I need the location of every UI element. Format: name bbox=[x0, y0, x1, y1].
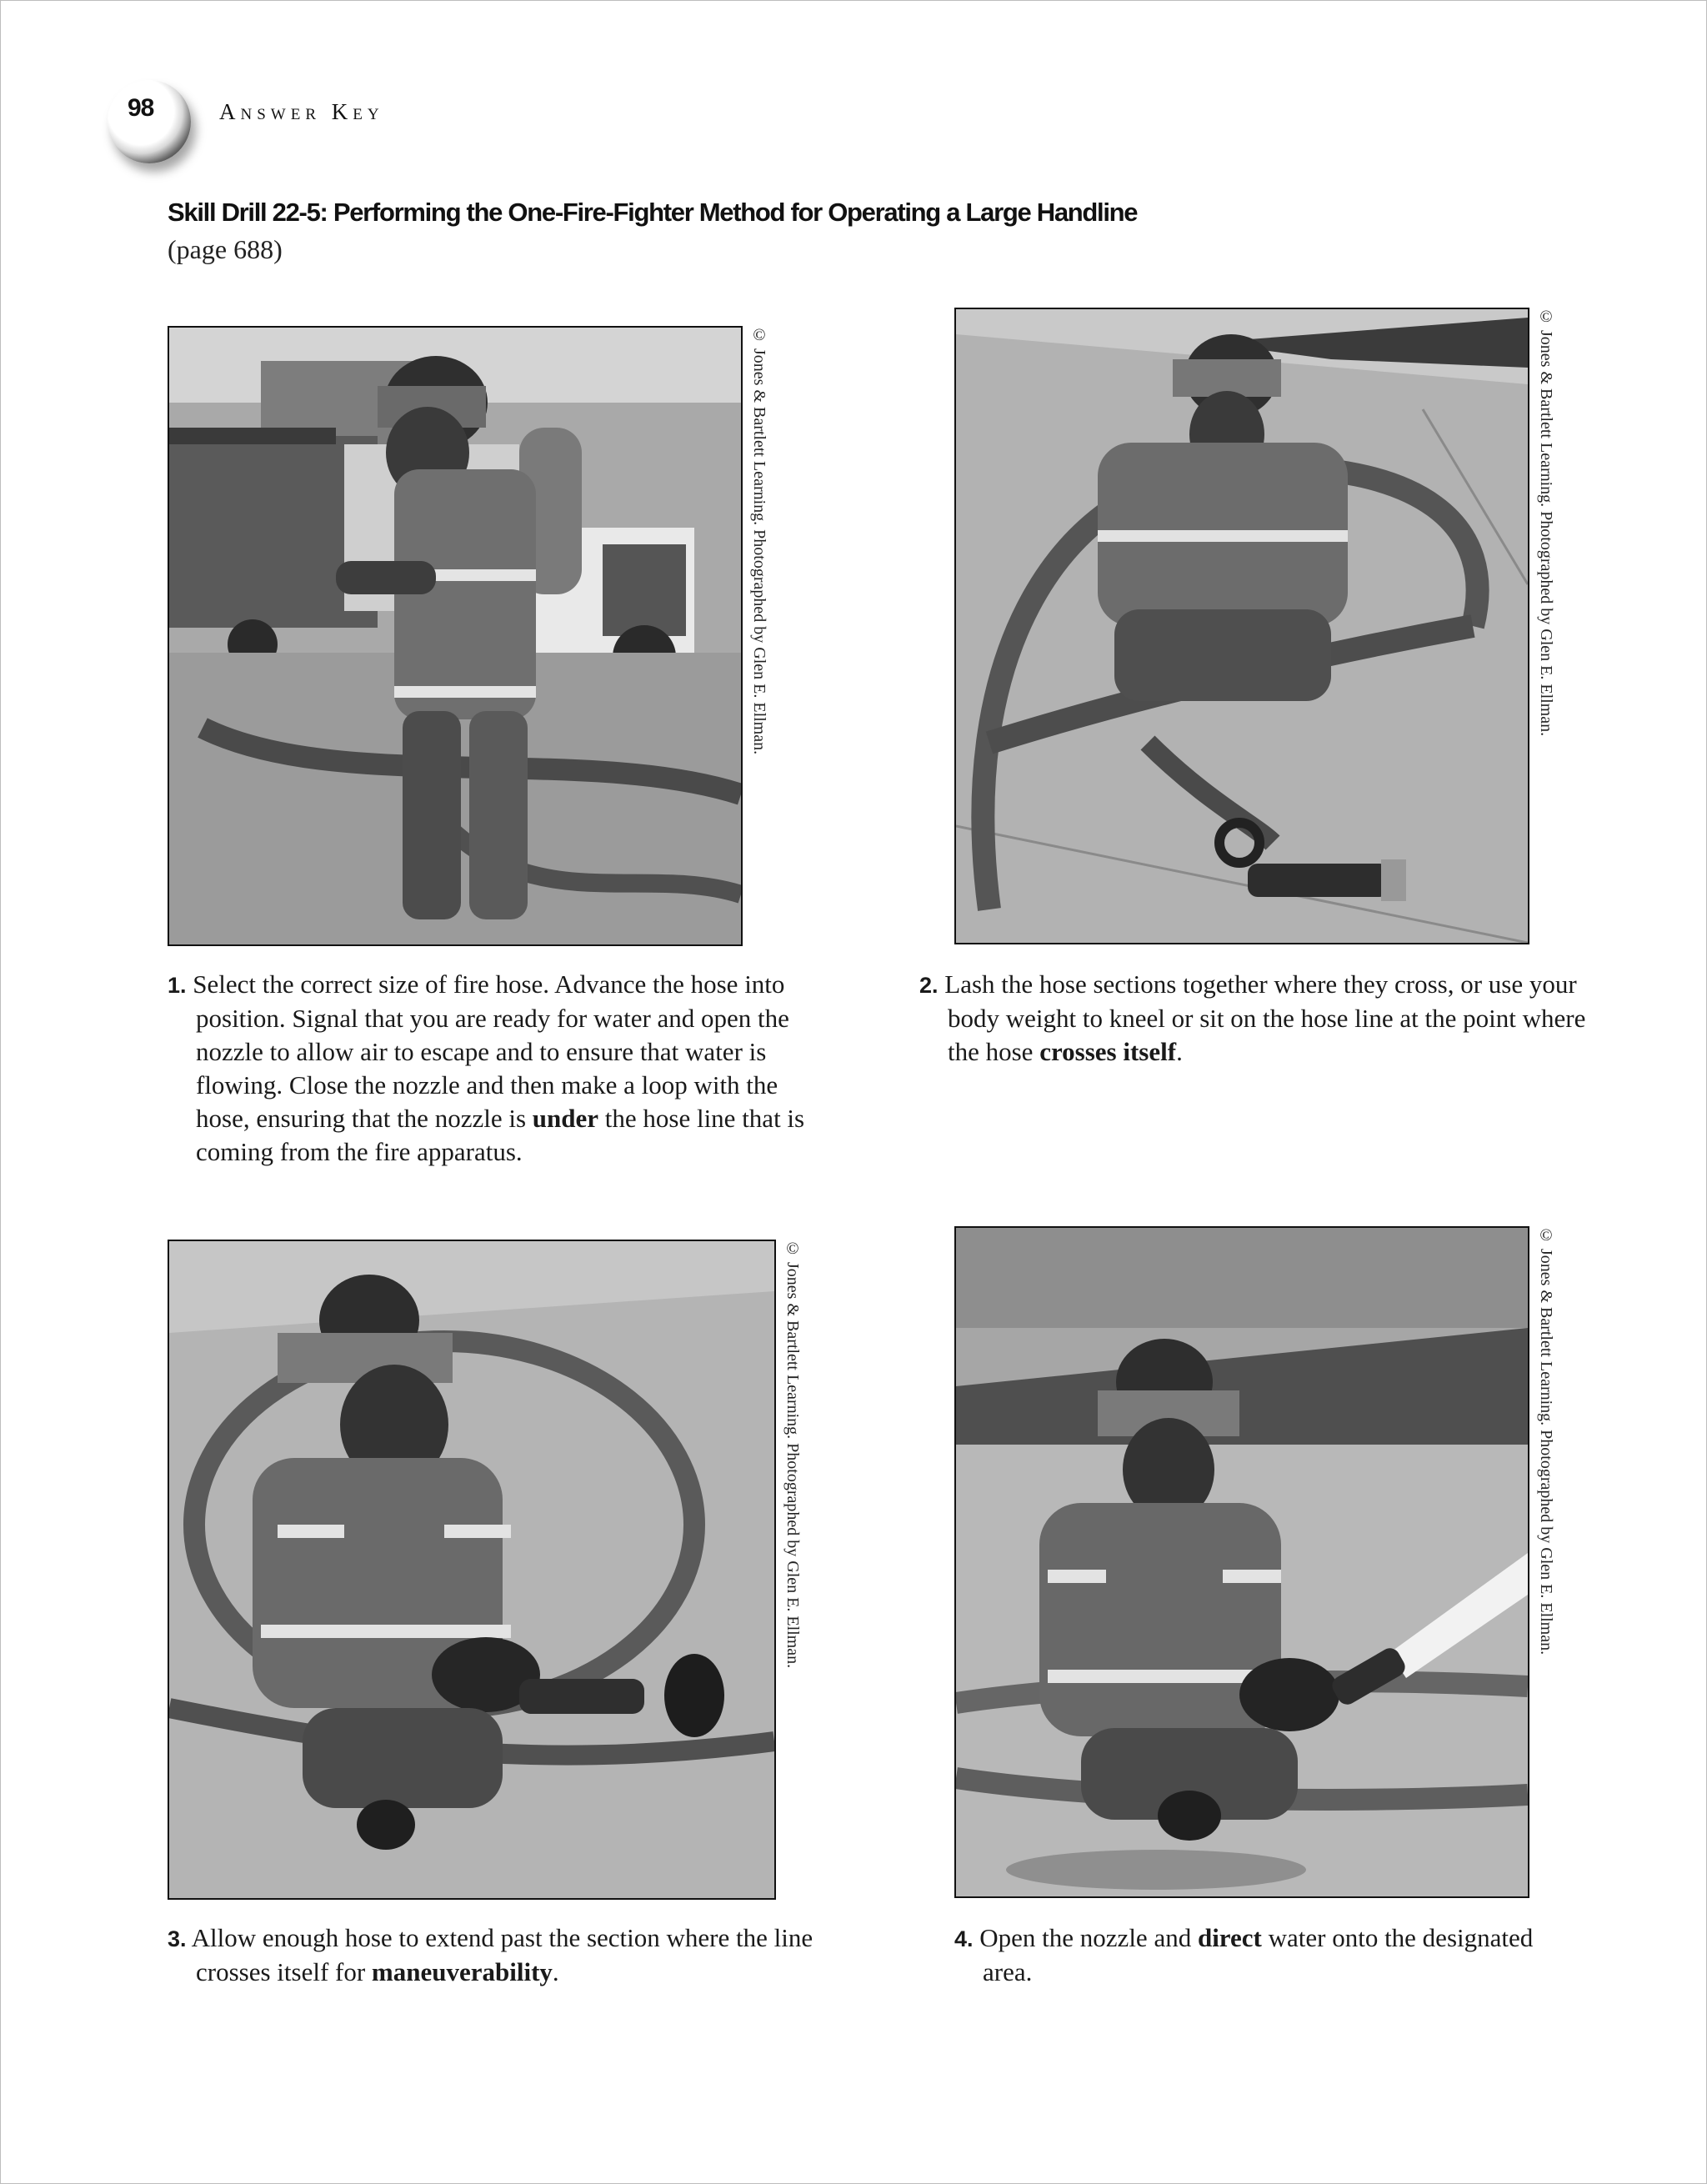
skill-drill-title: Skill Drill 22-5: Performing the One-Fire-Fighter Method for Operating a Large Handline bbox=[168, 198, 1138, 227]
photo-credit-4: © Jones & Bartlett Learning. Photographed by Glen E. Ellman. bbox=[1537, 1226, 1555, 1656]
step-number: 3. bbox=[168, 1926, 187, 1951]
step-3 bbox=[168, 1921, 829, 1989]
step-text: water onto the designated area. bbox=[983, 1923, 1534, 1986]
step-text: . bbox=[1176, 1037, 1183, 1066]
step-text: Lash the hose sections together where they cross, or use your body weight to kneel or sit on the hose line at the point where the hose bbox=[944, 969, 1586, 1066]
step-emphasis: crosses itself bbox=[1039, 1037, 1177, 1066]
step-number: 2. bbox=[919, 973, 939, 998]
step-number: 1. bbox=[168, 973, 187, 998]
photo-step-2 bbox=[954, 308, 1529, 944]
photo-step-1 bbox=[168, 326, 743, 946]
running-head: Answer Key bbox=[219, 99, 384, 124]
step-emphasis: direct bbox=[1197, 1923, 1262, 1952]
step-emphasis: under bbox=[532, 1104, 599, 1133]
step-text: the hose line that is coming from the fire apparatus. bbox=[196, 1104, 805, 1166]
step-text: . bbox=[552, 1957, 559, 1986]
step-1 bbox=[168, 968, 829, 1169]
page-number: 98 bbox=[128, 94, 154, 122]
photo-credit-1: © Jones & Bartlett Learning. Photographed by Glen E. Ellman. bbox=[750, 326, 768, 755]
step-text: Open the nozzle and bbox=[979, 1923, 1192, 1952]
step-4 bbox=[954, 1921, 1549, 1989]
skill-drill-page-reference: (page 688) bbox=[168, 234, 283, 264]
photo-credit-2: © Jones & Bartlett Learning. Photographed by Glen E. Ellman. bbox=[1537, 308, 1555, 737]
step-number: 4. bbox=[954, 1926, 974, 1951]
photo-step-4 bbox=[954, 1226, 1529, 1898]
photo-credit-3: © Jones & Bartlett Learning. Photographed by Glen E. Ellman. bbox=[783, 1240, 802, 1669]
step-2 bbox=[919, 968, 1589, 1069]
step-text: Allow enough hose to extend past the section where the line crosses itself for bbox=[191, 1923, 813, 1986]
photo-step-3 bbox=[168, 1240, 776, 1900]
step-text: Select the correct size of fire hose. Advance the hose into position. Signal that you are ready for water and open the nozzle to allow air to escape and to ensure that water is flowing. Close the nozzle and then make a loop with the hose, ensuring that the nozzle is bbox=[193, 969, 789, 1133]
step-emphasis: maneuverability bbox=[371, 1957, 553, 1986]
